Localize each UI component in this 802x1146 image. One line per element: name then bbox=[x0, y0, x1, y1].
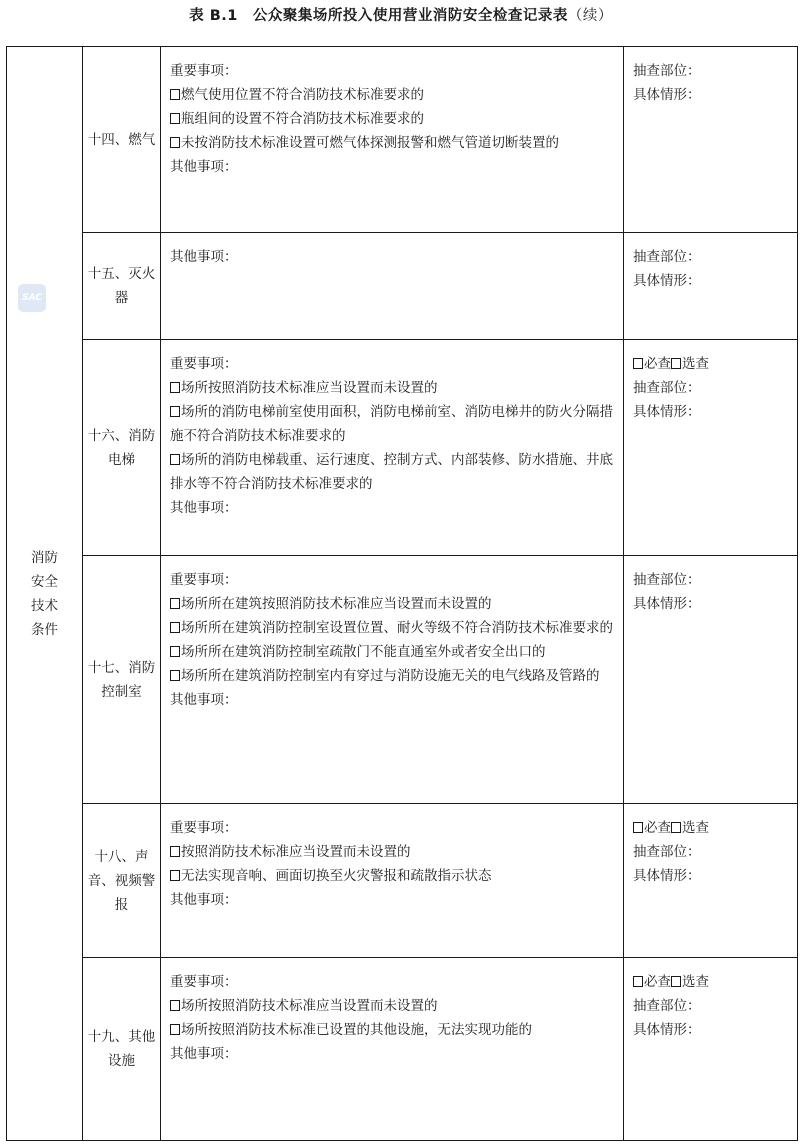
check-item-text: 场所的消防电梯前室使用面积，消防电梯前室、消防电梯井的防火分隔措施不符合消防技术标准要求的 bbox=[170, 404, 613, 444]
check-type-options bbox=[633, 970, 791, 994]
must-check-label: 必查 bbox=[644, 820, 671, 836]
checkbox[interactable] bbox=[170, 382, 180, 393]
check-item-text: 场所所在建筑消防控制室内有穿过与消防设施无关的电气线路及管路的 bbox=[181, 668, 600, 684]
check-item-text: 场所按照消防技术标准应当设置而未设置的 bbox=[181, 998, 438, 1014]
spot-check-cell bbox=[624, 340, 798, 556]
checkbox[interactable] bbox=[170, 137, 180, 148]
other-label: 其他事项： bbox=[170, 692, 238, 708]
item-name: 十九、其他设施 bbox=[87, 1029, 156, 1069]
check-item-text: 场所的消防电梯载重、运行速度、控制方式、内部装修、防水措施、井底排水等不符合消防技术标准要求的 bbox=[170, 452, 613, 492]
important-label: 重要事项： bbox=[170, 63, 238, 79]
spot-detail-label: 具体情形： bbox=[633, 868, 701, 884]
table-row bbox=[7, 47, 798, 233]
item-name: 十七、消防控制室 bbox=[87, 659, 156, 700]
check-item-text: 未按消防技术标准设置可燃气体探测报警和燃气管道切断装置的 bbox=[181, 135, 559, 151]
item-cell bbox=[83, 958, 161, 1141]
checkbox[interactable] bbox=[170, 646, 180, 657]
check-item-text: 燃气使用位置不符合消防技术标准要求的 bbox=[181, 87, 424, 103]
must-check-checkbox[interactable] bbox=[633, 976, 643, 987]
optional-check-checkbox[interactable] bbox=[671, 822, 681, 833]
table-row bbox=[7, 340, 798, 556]
table-row bbox=[7, 804, 798, 958]
spot-detail-label: 具体情形： bbox=[633, 87, 701, 103]
item-cell bbox=[83, 556, 161, 804]
section-label: 消防安全技术条件 bbox=[31, 549, 58, 638]
table-title-text: 表 B.1 公众聚集场所投入使用营业消防安全检查记录表 bbox=[189, 8, 568, 24]
optional-check-label: 选查 bbox=[682, 974, 709, 990]
optional-check-label: 选查 bbox=[682, 820, 709, 836]
check-item-text: 场所按照消防技术标准已设置的其他设施，无法实现功能的 bbox=[181, 1022, 532, 1038]
checkbox[interactable] bbox=[170, 406, 180, 417]
table-row bbox=[7, 958, 798, 1141]
checkbox[interactable] bbox=[170, 622, 180, 633]
must-check-label: 必查 bbox=[644, 974, 671, 990]
spot-location-label: 抽查部位： bbox=[633, 998, 701, 1014]
other-label: 其他事项： bbox=[170, 249, 238, 265]
checkbox[interactable] bbox=[170, 670, 180, 681]
optional-check-checkbox[interactable] bbox=[671, 358, 681, 369]
other-label: 其他事项： bbox=[170, 159, 238, 175]
check-content-cell bbox=[161, 47, 624, 233]
check-type-options bbox=[633, 816, 791, 840]
check-content-cell bbox=[161, 340, 624, 556]
other-label: 其他事项： bbox=[170, 500, 238, 516]
item-cell bbox=[83, 804, 161, 958]
table-title bbox=[0, 4, 802, 25]
spot-location-label: 抽查部位： bbox=[633, 572, 701, 588]
checkbox[interactable] bbox=[170, 846, 180, 857]
checkbox[interactable] bbox=[170, 598, 180, 609]
checkbox[interactable] bbox=[170, 113, 180, 124]
item-name: 十六、消防电梯 bbox=[87, 427, 156, 468]
optional-check-checkbox[interactable] bbox=[671, 976, 681, 987]
spot-detail-label: 具体情形： bbox=[633, 1022, 701, 1038]
check-content-cell bbox=[161, 233, 624, 340]
check-item-text: 瓶组间的设置不符合消防技术标准要求的 bbox=[181, 111, 424, 127]
spot-location-label: 抽查部位： bbox=[633, 844, 701, 860]
important-label: 重要事项： bbox=[170, 820, 238, 836]
check-item-text: 无法实现音响、画面切换至火灾警报和疏散指示状态 bbox=[181, 868, 492, 884]
checkbox[interactable] bbox=[170, 1024, 180, 1035]
checkbox[interactable] bbox=[170, 454, 180, 465]
spot-detail-label: 具体情形： bbox=[633, 404, 701, 420]
important-label: 重要事项： bbox=[170, 356, 238, 372]
item-name: 十五、灭火器 bbox=[87, 266, 156, 306]
watermark-text: SAC bbox=[22, 293, 42, 303]
spot-check-cell bbox=[624, 958, 798, 1141]
spot-location-label: 抽查部位： bbox=[633, 249, 701, 265]
spot-check-cell bbox=[624, 47, 798, 233]
checkbox[interactable] bbox=[170, 1000, 180, 1011]
check-item-text: 场所所在建筑消防控制室疏散门不能直通室外或者安全出口的 bbox=[181, 644, 546, 660]
item-cell bbox=[83, 340, 161, 556]
check-item-text: 场所所在建筑消防控制室设置位置、耐火等级不符合消防技术标准要求的 bbox=[181, 620, 613, 636]
checkbox[interactable] bbox=[170, 870, 180, 881]
spot-detail-label: 具体情形： bbox=[633, 273, 701, 289]
must-check-label: 必查 bbox=[644, 356, 671, 372]
item-name: 十四、燃气 bbox=[87, 131, 156, 148]
item-name: 十八、声音、视频警报 bbox=[87, 848, 156, 913]
inspection-record-table bbox=[6, 46, 798, 1141]
item-cell bbox=[83, 47, 161, 233]
sac-watermark-icon bbox=[18, 284, 46, 312]
table-row bbox=[7, 556, 798, 804]
check-content-cell bbox=[161, 958, 624, 1141]
check-type-options bbox=[633, 352, 791, 376]
table-row bbox=[7, 233, 798, 340]
section-label-cell bbox=[7, 47, 83, 1141]
check-item-text: 按照消防技术标准应当设置而未设置的 bbox=[181, 844, 411, 860]
spot-detail-label: 具体情形： bbox=[633, 596, 701, 612]
check-content-cell bbox=[161, 804, 624, 958]
spot-check-cell bbox=[624, 233, 798, 340]
other-label: 其他事项： bbox=[170, 892, 238, 908]
optional-check-label: 选查 bbox=[682, 356, 709, 372]
spot-location-label: 抽查部位： bbox=[633, 63, 701, 79]
item-cell bbox=[83, 233, 161, 340]
other-label: 其他事项： bbox=[170, 1046, 238, 1062]
must-check-checkbox[interactable] bbox=[633, 358, 643, 369]
checkbox[interactable] bbox=[170, 89, 180, 100]
important-label: 重要事项： bbox=[170, 974, 238, 990]
check-content-cell bbox=[161, 556, 624, 804]
important-label: 重要事项： bbox=[170, 572, 238, 588]
check-item-text: 场所按照消防技术标准应当设置而未设置的 bbox=[181, 380, 438, 396]
table-title-suffix: （续） bbox=[567, 8, 613, 24]
check-item-text: 场所所在建筑按照消防技术标准应当设置而未设置的 bbox=[181, 596, 492, 612]
spot-check-cell bbox=[624, 804, 798, 958]
spot-check-cell bbox=[624, 556, 798, 804]
spot-location-label: 抽查部位： bbox=[633, 380, 701, 396]
must-check-checkbox[interactable] bbox=[633, 822, 643, 833]
